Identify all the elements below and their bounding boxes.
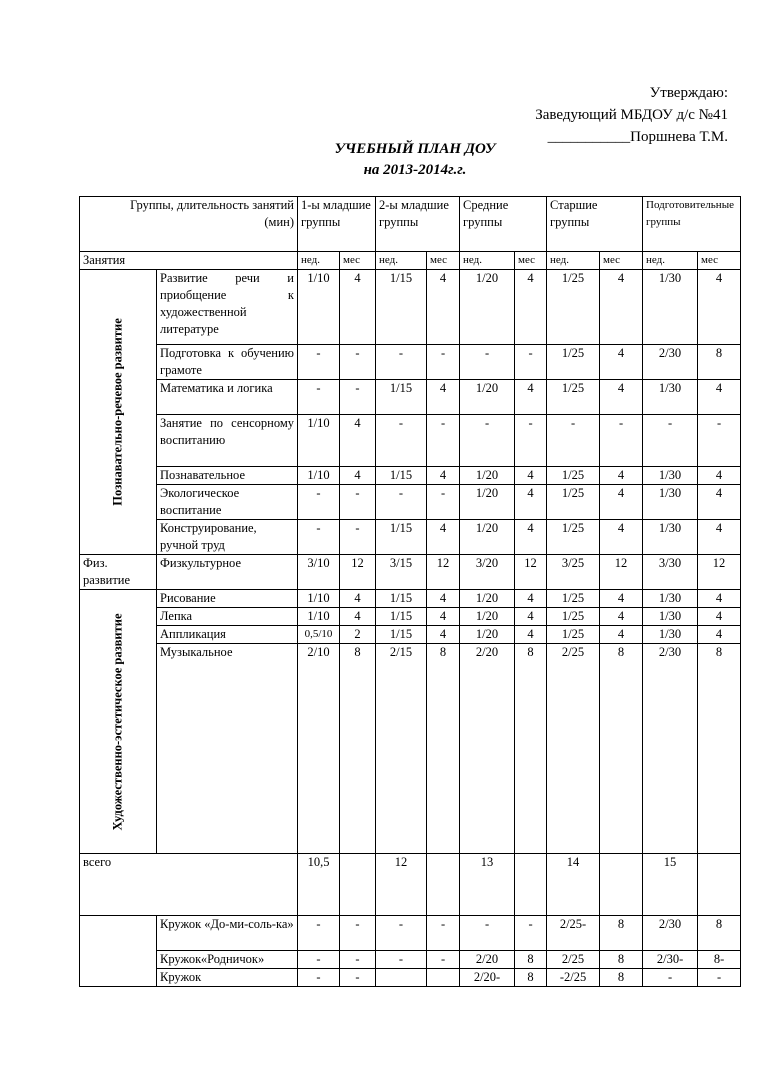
subject-name: Кружок«Родничок» bbox=[157, 951, 298, 969]
value-cell: 1/20 bbox=[460, 485, 515, 520]
value-cell: - bbox=[547, 415, 600, 467]
value-cell: 4 bbox=[515, 485, 547, 520]
value-cell: 1/15 bbox=[376, 380, 427, 415]
value-cell: 1/10 bbox=[298, 467, 340, 485]
value-cell: 4 bbox=[600, 626, 643, 644]
value-cell: - bbox=[427, 485, 460, 520]
value-cell: - bbox=[643, 969, 698, 987]
value-cell: - bbox=[600, 415, 643, 467]
value-cell: - bbox=[340, 520, 376, 555]
subject-name: Познавательное bbox=[157, 467, 298, 485]
table-row bbox=[80, 270, 741, 345]
value-cell: 4 bbox=[515, 380, 547, 415]
value-cell: 4 bbox=[427, 626, 460, 644]
value-cell: 8 bbox=[340, 644, 376, 854]
week-label: нед. bbox=[298, 252, 340, 270]
value-cell: 4 bbox=[698, 467, 741, 485]
total-row bbox=[80, 854, 741, 916]
value-cell: 4 bbox=[698, 520, 741, 555]
value-cell: 1/30 bbox=[643, 467, 698, 485]
value-cell: 1/25 bbox=[547, 380, 600, 415]
section-physical: Физ. развитие bbox=[80, 555, 157, 590]
value-cell: 8 bbox=[698, 916, 741, 951]
section-artistic-aesthetic-label: Художественно-эстетическое развитие bbox=[110, 613, 125, 830]
value-cell: - bbox=[460, 345, 515, 380]
value-cell: - bbox=[340, 380, 376, 415]
total-value: 10,5 bbox=[298, 854, 340, 916]
value-cell: 2/30- bbox=[643, 951, 698, 969]
value-cell: 1/30 bbox=[643, 626, 698, 644]
value-cell: - bbox=[376, 951, 427, 969]
value-cell: 4 bbox=[340, 590, 376, 608]
value-cell: - bbox=[298, 345, 340, 380]
value-cell: 8 bbox=[600, 969, 643, 987]
value-cell: 2 bbox=[340, 626, 376, 644]
table-row bbox=[80, 969, 741, 987]
total-empty bbox=[600, 854, 643, 916]
value-cell: 1/30 bbox=[643, 590, 698, 608]
value-cell: 4 bbox=[698, 270, 741, 345]
value-cell: - bbox=[515, 345, 547, 380]
value-cell: 4 bbox=[600, 270, 643, 345]
value-cell: 2/25- bbox=[547, 916, 600, 951]
subject-name: Физкультурное bbox=[157, 555, 298, 590]
value-cell: 3/25 bbox=[547, 555, 600, 590]
subject-name: Кружок bbox=[157, 969, 298, 987]
value-cell: 2/25 bbox=[547, 644, 600, 854]
value-cell: 1/25 bbox=[547, 467, 600, 485]
table-row bbox=[80, 916, 741, 951]
value-cell: - bbox=[298, 485, 340, 520]
document-title: УЧЕБНЫЙ ПЛАН ДОУ bbox=[334, 141, 496, 157]
value-cell: - bbox=[643, 415, 698, 467]
value-cell: 2/10 bbox=[298, 644, 340, 854]
group-header: 2-ы младшие группы bbox=[376, 197, 460, 252]
approval-line-1: Утверждаю: bbox=[649, 85, 728, 101]
total-empty bbox=[427, 854, 460, 916]
value-cell: 1/30 bbox=[643, 485, 698, 520]
value-cell: 8 bbox=[515, 951, 547, 969]
subject-name: Занятие по сенсорному воспитанию bbox=[157, 415, 298, 467]
study-plan-table bbox=[79, 196, 741, 987]
value-cell: - bbox=[298, 969, 340, 987]
value-cell: 2/30 bbox=[643, 916, 698, 951]
table-row bbox=[80, 626, 741, 644]
value-cell: 12 bbox=[340, 555, 376, 590]
value-cell: 3/30 bbox=[643, 555, 698, 590]
value-cell: 1/20 bbox=[460, 626, 515, 644]
value-cell: 1/15 bbox=[376, 520, 427, 555]
subject-name: Музыкальное bbox=[157, 644, 298, 854]
value-cell: 12 bbox=[427, 555, 460, 590]
value-cell: - bbox=[427, 345, 460, 380]
group-header: Старшие группы bbox=[547, 197, 643, 252]
subheader-row bbox=[80, 252, 741, 270]
table-row bbox=[80, 467, 741, 485]
value-cell: 1/25 bbox=[547, 485, 600, 520]
value-cell: 1/10 bbox=[298, 415, 340, 467]
month-label: мес bbox=[515, 252, 547, 270]
table-row bbox=[80, 345, 741, 380]
subject-name: Конструирование, ручной труд bbox=[157, 520, 298, 555]
month-label: мес bbox=[427, 252, 460, 270]
month-label: мес bbox=[698, 252, 741, 270]
value-cell: 4 bbox=[515, 608, 547, 626]
value-cell: 1/20 bbox=[460, 608, 515, 626]
value-cell: 1/20 bbox=[460, 380, 515, 415]
value-cell: 8 bbox=[515, 644, 547, 854]
header-row bbox=[80, 197, 741, 252]
subject-name: Развитие речи и приобщение к художественной литературе bbox=[157, 270, 298, 345]
value-cell: - bbox=[298, 380, 340, 415]
month-label: мес bbox=[600, 252, 643, 270]
value-cell: 2/20 bbox=[460, 951, 515, 969]
document-subtitle: на 2013-2014г.г. bbox=[363, 162, 467, 178]
value-cell: 1/30 bbox=[643, 270, 698, 345]
value-cell: 1/25 bbox=[547, 270, 600, 345]
total-value: 13 bbox=[460, 854, 515, 916]
value-cell: 1/20 bbox=[460, 467, 515, 485]
corner-header bbox=[80, 197, 298, 252]
value-cell: - bbox=[427, 951, 460, 969]
value-cell: 1/15 bbox=[376, 270, 427, 345]
value-cell: 1/30 bbox=[643, 520, 698, 555]
value-cell: - bbox=[460, 415, 515, 467]
value-cell: 1/25 bbox=[547, 626, 600, 644]
value-cell: 8 bbox=[698, 345, 741, 380]
value-cell: 8- bbox=[698, 951, 741, 969]
value-cell: 1/25 bbox=[547, 608, 600, 626]
value-cell: - bbox=[340, 969, 376, 987]
value-cell: 12 bbox=[698, 555, 741, 590]
lessons-label: Занятия bbox=[80, 252, 298, 270]
value-cell: 2/15 bbox=[376, 644, 427, 854]
value-cell: 4 bbox=[515, 270, 547, 345]
value-cell: 4 bbox=[427, 608, 460, 626]
value-cell: 3/10 bbox=[298, 555, 340, 590]
value-cell: 4 bbox=[698, 608, 741, 626]
value-cell: 12 bbox=[515, 555, 547, 590]
value-cell: 2/25 bbox=[547, 951, 600, 969]
week-label: нед. bbox=[460, 252, 515, 270]
value-cell: - bbox=[340, 485, 376, 520]
value-cell: 1/25 bbox=[547, 520, 600, 555]
value-cell: 12 bbox=[600, 555, 643, 590]
value-cell: 8 bbox=[600, 644, 643, 854]
value-cell: - bbox=[340, 345, 376, 380]
approval-line-3: ___________Поршнева Т.М. bbox=[547, 129, 728, 145]
value-cell: 1/15 bbox=[376, 590, 427, 608]
value-cell: 4 bbox=[600, 467, 643, 485]
value-cell: 1/20 bbox=[460, 270, 515, 345]
section-cognitive-speech-label: Познавательно-речевое развитие bbox=[110, 318, 125, 506]
value-cell: - bbox=[515, 916, 547, 951]
table-row bbox=[80, 608, 741, 626]
value-cell: 1/15 bbox=[376, 608, 427, 626]
value-cell: - bbox=[460, 916, 515, 951]
value-cell: 4 bbox=[340, 415, 376, 467]
value-cell bbox=[376, 969, 427, 987]
value-cell: 4 bbox=[427, 380, 460, 415]
value-cell: 2/30 bbox=[643, 345, 698, 380]
value-cell: 2/30 bbox=[643, 644, 698, 854]
value-cell: 4 bbox=[515, 590, 547, 608]
value-cell: 8 bbox=[600, 916, 643, 951]
value-cell: 4 bbox=[427, 590, 460, 608]
approval-line-2: Заведующий МБДОУ д/с №41 bbox=[535, 107, 728, 123]
value-cell: 1/10 bbox=[298, 608, 340, 626]
approval-block bbox=[535, 82, 728, 148]
value-cell: - bbox=[298, 951, 340, 969]
value-cell: 4 bbox=[427, 520, 460, 555]
value-cell: 4 bbox=[427, 270, 460, 345]
week-label: нед. bbox=[376, 252, 427, 270]
value-cell: 1/15 bbox=[376, 626, 427, 644]
table-row bbox=[80, 555, 741, 590]
value-cell: - bbox=[376, 345, 427, 380]
value-cell: 4 bbox=[515, 626, 547, 644]
value-cell: 3/20 bbox=[460, 555, 515, 590]
subject-name: Рисование bbox=[157, 590, 298, 608]
subject-name: Математика и логика bbox=[157, 380, 298, 415]
value-cell: 8 bbox=[600, 951, 643, 969]
value-cell: - bbox=[340, 916, 376, 951]
clubs-section bbox=[80, 916, 157, 987]
total-value: 12 bbox=[376, 854, 427, 916]
value-cell: - bbox=[698, 969, 741, 987]
value-cell: 8 bbox=[515, 969, 547, 987]
table-row bbox=[80, 520, 741, 555]
value-cell: -2/25 bbox=[547, 969, 600, 987]
value-cell: 2/20 bbox=[460, 644, 515, 854]
subject-name: Аппликация bbox=[157, 626, 298, 644]
value-cell: 4 bbox=[600, 485, 643, 520]
value-cell: 8 bbox=[427, 644, 460, 854]
value-cell: - bbox=[427, 916, 460, 951]
value-cell: 1/10 bbox=[298, 590, 340, 608]
value-cell: - bbox=[427, 415, 460, 467]
value-cell: 3/15 bbox=[376, 555, 427, 590]
month-label: мес bbox=[340, 252, 376, 270]
value-cell: - bbox=[515, 415, 547, 467]
table-row bbox=[80, 590, 741, 608]
corner-groups-label: Группы, длительность занятий bbox=[130, 198, 294, 212]
value-cell: 1/20 bbox=[460, 520, 515, 555]
value-cell: 4 bbox=[600, 590, 643, 608]
table-row bbox=[80, 951, 741, 969]
value-cell: 1/20 bbox=[460, 590, 515, 608]
subject-name: Подготовка к обучению грамоте bbox=[157, 345, 298, 380]
value-cell: 2/20- bbox=[460, 969, 515, 987]
value-cell: 0,5/10 bbox=[298, 626, 340, 644]
value-cell: 4 bbox=[600, 380, 643, 415]
total-value: 15 bbox=[643, 854, 698, 916]
table-row bbox=[80, 485, 741, 520]
value-cell: 4 bbox=[340, 467, 376, 485]
section-cognitive-speech bbox=[80, 270, 157, 555]
value-cell: - bbox=[340, 951, 376, 969]
table-row bbox=[80, 415, 741, 467]
table-row bbox=[80, 380, 741, 415]
value-cell: 4 bbox=[340, 270, 376, 345]
value-cell: 1/30 bbox=[643, 608, 698, 626]
value-cell: - bbox=[376, 485, 427, 520]
value-cell: 1/10 bbox=[298, 270, 340, 345]
week-label: нед. bbox=[547, 252, 600, 270]
corner-minutes-label: (мин) bbox=[264, 215, 294, 229]
subject-name: Лепка bbox=[157, 608, 298, 626]
value-cell bbox=[427, 969, 460, 987]
subject-name: Кружок «До-ми-соль-ка» bbox=[157, 916, 298, 951]
total-value: 14 bbox=[547, 854, 600, 916]
value-cell: 4 bbox=[600, 520, 643, 555]
value-cell: 8 bbox=[698, 644, 741, 854]
value-cell: 4 bbox=[698, 626, 741, 644]
value-cell: 1/15 bbox=[376, 467, 427, 485]
total-label: всего bbox=[80, 854, 298, 916]
value-cell: 1/25 bbox=[547, 345, 600, 380]
section-artistic-aesthetic bbox=[80, 590, 157, 854]
value-cell: 4 bbox=[515, 520, 547, 555]
table-row bbox=[80, 644, 741, 854]
total-empty bbox=[340, 854, 376, 916]
value-cell: 4 bbox=[698, 485, 741, 520]
week-label: нед. bbox=[643, 252, 698, 270]
group-header: Средние группы bbox=[460, 197, 547, 252]
value-cell: - bbox=[376, 916, 427, 951]
value-cell: 4 bbox=[340, 608, 376, 626]
value-cell: 4 bbox=[600, 608, 643, 626]
value-cell: - bbox=[698, 415, 741, 467]
value-cell: 4 bbox=[698, 380, 741, 415]
value-cell: 4 bbox=[515, 467, 547, 485]
value-cell: 1/25 bbox=[547, 590, 600, 608]
value-cell: 4 bbox=[600, 345, 643, 380]
value-cell: 4 bbox=[427, 467, 460, 485]
total-empty bbox=[698, 854, 741, 916]
value-cell: - bbox=[376, 415, 427, 467]
total-empty bbox=[515, 854, 547, 916]
value-cell: - bbox=[298, 520, 340, 555]
subject-name: Экологическое воспитание bbox=[157, 485, 298, 520]
value-cell: 4 bbox=[698, 590, 741, 608]
group-header: 1-ы младшие группы bbox=[298, 197, 376, 252]
group-header: Подготовительные группы bbox=[643, 197, 741, 252]
value-cell: 1/30 bbox=[643, 380, 698, 415]
value-cell: - bbox=[298, 916, 340, 951]
